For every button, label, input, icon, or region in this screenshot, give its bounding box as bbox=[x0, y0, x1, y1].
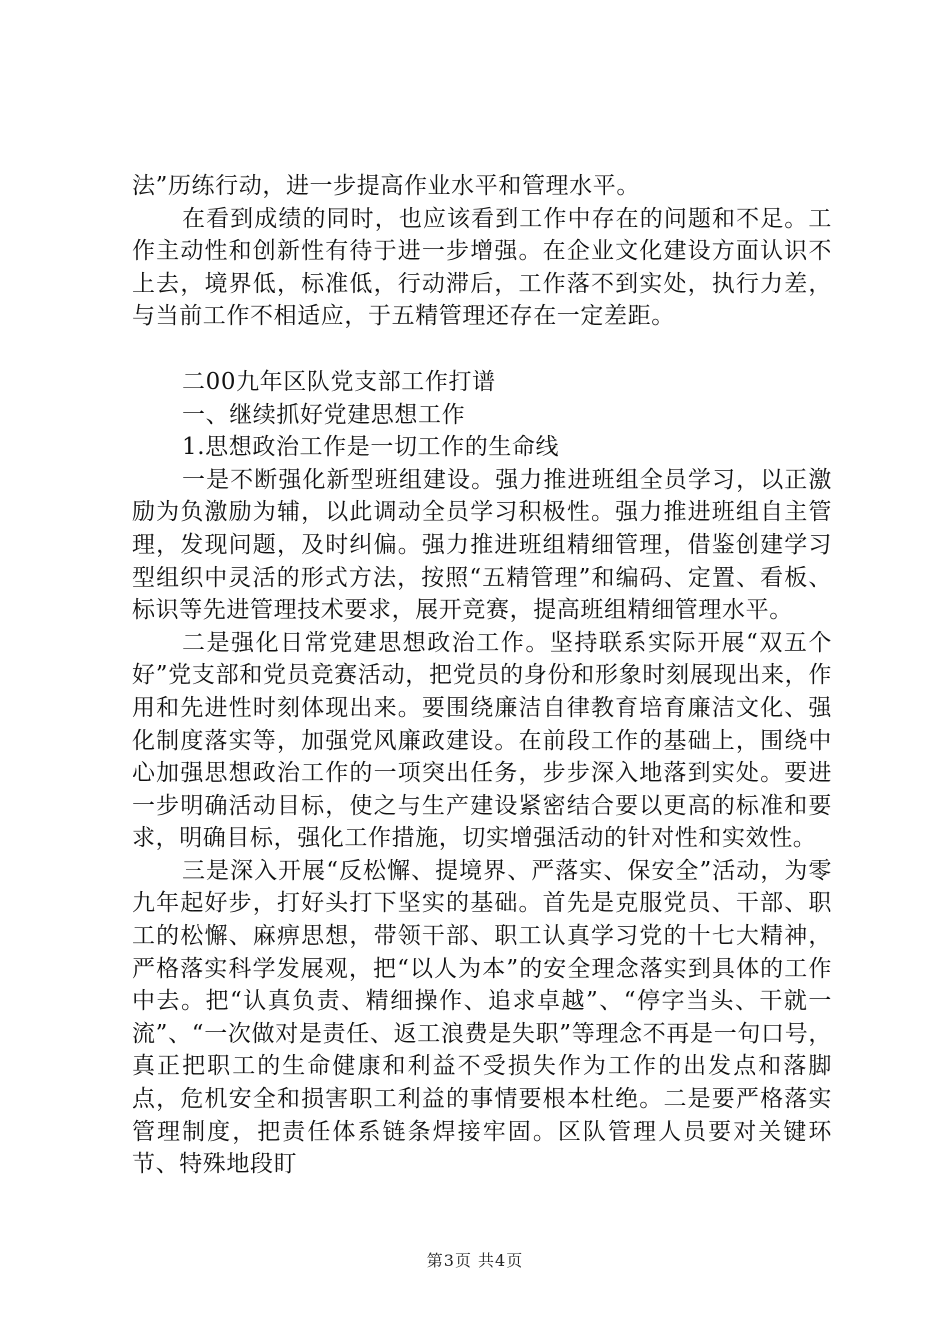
paragraph-shortcomings: 在看到成绩的同时，也应该看到工作中存在的问题和不足。工作主动性和创新性有待于进一步增强。在企业文化建设方面认识不上去，境界低，标准低，行动滞后，工作落不到实处，执行力差，与当前工作不相适应，于五精管理还存在一定差距。 bbox=[132, 205, 832, 330]
section-title: 二00九年区队党支部工作打谱 bbox=[182, 368, 496, 395]
paragraph-item-three: 三是深入开展“反松懈、提境界、严落实、保安全”活动，为零九年起好步，打好头打下坚实的基础。首先是克服党员、干部、职工的松懈、麻痹思想，带领干部、职工认真学习党的十七大精神，严格落实科学发展观，把“以人为本”的安全理念落实到具体的工作中去。把“认真负责、精细操作、追求卓越”、“停字当头、干就一流”、“一次做对是责任、返工浪费是失职”等理念不再是一句口号，真正把职工的生命健康和利益不受损失作为工作的出发点和落脚点，危机安全和损害职工利益的事情要根本杜绝。二是要严格落实管理制度，把责任体系链条焊接牢固。区队管理人员要对关键环节、特殊地段盯 bbox=[132, 857, 832, 1178]
page-number-footer: 第3页 共4页 bbox=[426, 1251, 524, 1270]
heading-level-1: 一、继续抓好党建思想工作 bbox=[182, 401, 466, 428]
blank-line bbox=[132, 333, 832, 366]
paragraph-continuation: 法”历练行动，进一步提高作业水平和管理水平。 bbox=[132, 173, 640, 199]
heading-level-2: 1.思想政治工作是一切工作的生命线 bbox=[182, 434, 560, 461]
body-text bbox=[132, 170, 832, 1181]
paragraph-item-one: 一是不断强化新型班组建设。强力推进班组全员学习，以正激励为负激励为辅，以此调动全员学习积极性。强力推进班组自主管理，发现问题，及时纠偏。强力推进班组精细管理，借鉴创建学习型组织中灵活的形式方法，按照“五精管理”和编码、定置、看板、标识等先进管理技术要求，展开竞赛，提高班组精细管理水平。 bbox=[132, 466, 832, 624]
paragraph-item-two: 二是强化日常党建思想政治工作。坚持联系实际开展“双五个好”党支部和党员竞赛活动，把党员的身份和形象时刻展现出来，作用和先进性时刻体现出来。要围绕廉洁自律教育培育廉洁文化、强化制度落实等，加强党风廉政建设。在前段工作的基础上，围绕中心加强思想政治工作的一项突出任务，步步深入地落到实处。要进一步明确活动目标，使之与生产建设紧密结合要以更高的标准和要求，明确目标，强化工作措施，切实增强活动的针对性和实效性。 bbox=[132, 629, 832, 852]
